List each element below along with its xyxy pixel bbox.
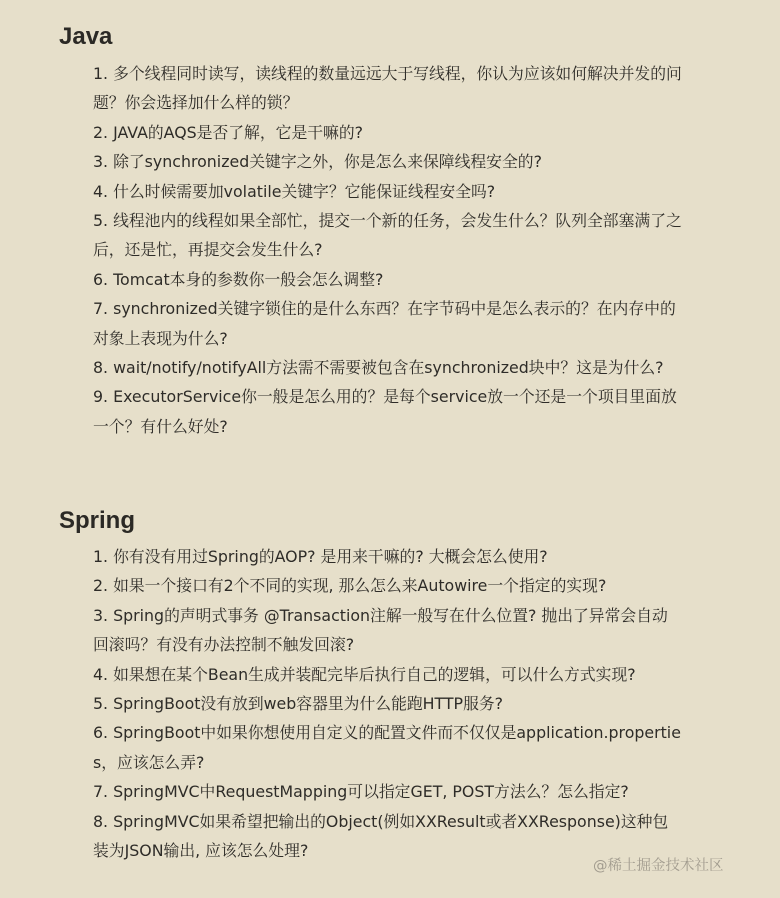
spring-question-8: 8. SpringMVC如果希望把输出的Object(例如XXResult或者XXResponse)这种包装为JSON输出, 应该怎么处理? [93,811,669,861]
spring-question-7: 7. SpringMVC中RequestMapping可以指定GET, POST方法么？怎么指定? [93,782,629,802]
java-question-7: 7. synchronized关键字锁住的是什么东西？在字节码中是怎么表示的？在内存中的对象上表现为什么? [93,299,676,348]
java-question-2: 2. JAVA的AQS是否了解，它是干嘛的? [93,122,364,142]
section-title-java: Java [59,23,113,50]
spring-question-1: 1. 你有没有用过Spring的AOP? 是用来干嘛的? 大概会怎么使用? [93,547,548,566]
spring-question-5: 5. SpringBoot没有放到web容器里为什么能跑HTTP服务? [93,694,504,714]
java-question-6: 6. Tomcat本身的参数你一般会怎么调整? [93,269,384,289]
spring-question-list [93,542,683,865]
spring-question-3: 3. Spring的声明式事务 @Transaction注解一般写在什么位置? 抛出了异常会自动回滚吗？有没有办法控制不触发回滚? [93,605,668,655]
watermark: @稀土掘金技术社区 [593,858,724,874]
java-question-4: 4. 什么时候需要加volatile关键字？它能保证线程安全吗? [93,181,496,201]
spring-question-2: 2. 如果一个接口有2个不同的实现, 那么怎么来Autowire一个指定的实现? [93,576,607,596]
spring-question-4: 4. 如果想在某个Bean生成并装配完毕后执行自己的逻辑，可以什么方式实现? [93,664,636,684]
java-question-8: 8. wait/notify/notifyAll方法需不需要被包含在synchronized块中？这是为什么? [93,358,664,378]
java-question-5: 5. 线程池内的线程如果全部忙，提交一个新的任务，会发生什么？队列全部塞满了之后，还是忙，再提交会发生什么? [93,211,682,260]
spring-question-6: 6. SpringBoot中如果你想使用自定义的配置文件而不仅仅是application.properties，应该怎么弄? [93,723,681,772]
java-question-3: 3. 除了synchronized关键字之外，你是怎么来保障线程安全的? [93,152,542,172]
java-question-list [93,59,683,441]
java-question-1: 1. 多个线程同时读写，读线程的数量远远大于写线程，你认为应该如何解决并发的问题？你会选择加什么样的锁？ [93,64,682,113]
section-title-spring: Spring [59,507,135,534]
java-question-9: 9. ExecutorService你一般是怎么用的？是每个service放一个还是一个项目里面放一个？有什么好处? [93,387,677,436]
